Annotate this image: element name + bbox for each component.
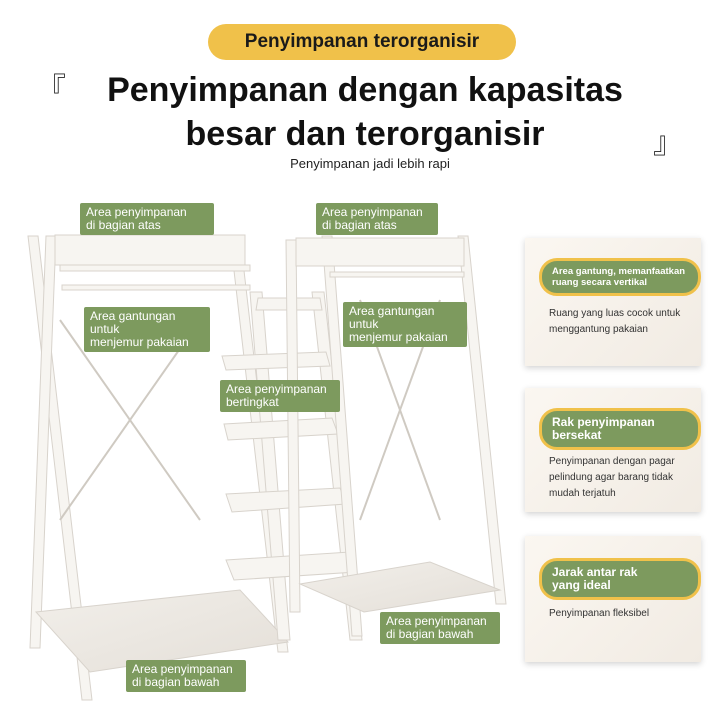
category-badge: Penyimpanan terorganisir	[208, 24, 516, 60]
ladder-tier-3	[224, 418, 338, 440]
left-rail-top	[60, 265, 250, 271]
feature-card-hanging	[525, 238, 701, 366]
feature-card-shelving	[525, 388, 701, 512]
feature-card-title: Jarak antar rak yang ideal	[539, 558, 701, 600]
label-upper-storage-right: Area penyimpanan di bagian atas	[316, 203, 438, 235]
feature-card-spacing	[525, 536, 701, 662]
opening-bracket: 『	[36, 73, 66, 106]
label-hanging-area-left: Area gantungan untuk menjemur pakaian	[84, 307, 210, 352]
feature-card-description: Ruang yang luas cocok untuk menggantung pakaian	[549, 308, 681, 335]
left-top-shelf	[55, 235, 245, 265]
label-bottom-storage-right: Area penyimpanan di bagian bawah	[380, 612, 500, 644]
clothes-rack-illustration	[0, 180, 520, 726]
feature-card-title: Rak penyimpanan bersekat	[539, 408, 701, 450]
headline-line-1: Penyimpanan dengan kapasitas	[107, 71, 623, 109]
subheadline: Penyimpanan jadi lebih rapi	[290, 156, 450, 171]
label-upper-storage-left: Area penyimpanan di bagian atas	[80, 203, 214, 235]
feature-card-title: Area gantung, memanfaatkan ruang secara vertikal	[539, 258, 701, 296]
ladder-tier-4	[226, 488, 346, 512]
label-tiered-storage: Area penyimpanan bertingkat	[220, 380, 340, 412]
label-hanging-area-right: Area gantungan untuk menjemur pakaian	[343, 302, 467, 347]
headline-line-2: besar dan terorganisir	[185, 115, 545, 153]
ladder-left-post	[250, 292, 290, 640]
left-hanging-rod	[62, 285, 250, 290]
feature-card-description: Penyimpanan dengan pagar pelindung agar barang tidak mudah terjatuh	[549, 456, 675, 499]
right-top-shelf	[296, 238, 464, 266]
label-bottom-storage-left: Area penyimpanan di bagian bawah	[126, 660, 246, 692]
right-side-post	[458, 236, 506, 604]
feature-card-description: Penyimpanan fleksibel	[549, 608, 650, 619]
closing-bracket: 』	[653, 127, 683, 160]
right-hanging-rod	[330, 272, 464, 277]
ladder-tier-2	[222, 352, 330, 370]
